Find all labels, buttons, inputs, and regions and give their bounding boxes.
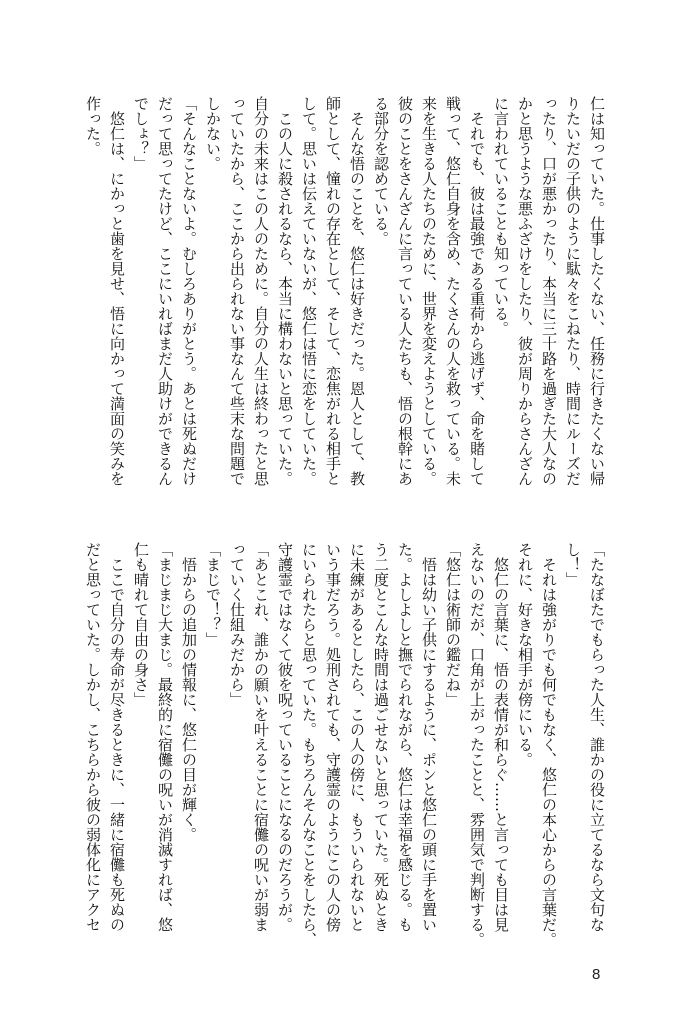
text-column: に言われていることも知っている。	[492, 96, 510, 336]
lower-text-block	[79, 542, 609, 947]
text-column: 作った。	[84, 96, 102, 156]
text-column: かと思うような悪ふざけをしたり、彼が周りからさんざん	[516, 96, 534, 486]
text-column: 仁も晴れて自由の身さ」	[132, 542, 150, 707]
text-column: 彼のことをさんざんに言っている人たちも、悟の根幹にあ	[396, 96, 414, 486]
page-number: 8	[592, 966, 601, 983]
text-column: それでも、彼は最強である重荷から逃げず、命を賭して	[468, 96, 486, 486]
text-column: 悟は幼い子供にするように、ポンと悠仁の頭に手を置い	[420, 542, 438, 932]
text-column: 悟からの追加の情報に、悠仁の目が輝く。	[180, 542, 198, 842]
upper-text-block	[79, 96, 609, 496]
text-column: 仁は知っていた。仕事したくない、任務に行きたくない帰	[588, 96, 606, 486]
text-column: えないのだが、口角が上がったことと、雰囲気で判断する。	[468, 542, 486, 947]
text-column: にいられたらと思っていた。もちろんそんなことをしたら、	[300, 542, 318, 947]
text-column: し！」	[564, 542, 582, 587]
text-column: この人に殺されるなら、本当に構わないと思っていた。	[276, 96, 294, 486]
text-column: 戦って、悠仁自身を含め、たくさんの人を救っている。未	[444, 96, 462, 486]
text-column: 守護霊ではなくて彼を呪っていることになるのだろうが。	[276, 542, 294, 932]
text-column: 「まじで！？」	[204, 542, 222, 647]
text-column: る部分を認めている。	[372, 96, 390, 246]
text-column: 師として、憧れの存在として、そして、恋焦がれる相手と	[324, 96, 342, 486]
text-column: だと思っていた。しかし、こちらから彼の弱体化にアクセ	[84, 542, 102, 932]
text-column: 来を生きる人たちのために、世界を変えようとしている。	[420, 96, 438, 486]
text-column: に未練があるとしたら、この人の傍に、もういられないと	[348, 542, 366, 932]
text-column: っていく仕組みだから」	[228, 542, 246, 707]
text-column: 「そんなことないよ。むしろありがとう。あとは死ぬだけ	[180, 96, 198, 486]
text-column: 「たなぼたでもらった人生、誰かの役に立てるなら文句な	[588, 542, 606, 932]
text-column: そんな悟のことを、悠仁は好きだった。恩人として、教	[348, 96, 366, 486]
text-column: それに、好きな相手が傍にいる。	[516, 542, 534, 767]
text-column: ったり、口が悪かったり、本当に三十路を過ぎた大人なの	[540, 96, 558, 486]
text-column: だって思ってたけど、ここにいればまだ人助けができるん	[156, 96, 174, 486]
text-column: でしょ？」	[132, 96, 150, 171]
text-column: ここで自分の寿命が尽きるときに、一緒に宿儺も死ぬの	[108, 542, 126, 932]
text-column: いう事だろう。処刑されても、守護霊のようにこの人の傍	[324, 542, 342, 932]
text-column: 「悠仁は術師の鑑だね」	[444, 542, 462, 707]
text-column: りたいだの子供のように駄々をこねたり、時間にルーズだ	[564, 96, 582, 486]
text-column: それは強がりでも何でもなく、悠仁の本心からの言葉だ。	[540, 542, 558, 947]
text-column: 自分の未来はこの人のために。自分の人生は終わったと思	[252, 96, 270, 486]
text-column: して。思いは伝えていないが、悠仁は悟に恋をしていた。	[300, 96, 318, 486]
text-column: 悠仁は、にかっと歯を見せ、悟に向かって満面の笑みを	[108, 96, 126, 486]
text-column: 「あとこれ、誰かの願いを叶えることに宿儺の呪いが弱ま	[252, 542, 270, 932]
text-column: 悠仁の言葉に、悟の表情が和らぐ……と言っても目は見	[492, 542, 510, 932]
text-column: た。よしよしと撫でられながら、悠仁は幸福を感じる。も	[396, 542, 414, 932]
text-column: 「まじまじ大まじ。最終的に宿儺の呪いが消滅すれば、悠	[156, 542, 174, 932]
text-column: しかない。	[204, 96, 222, 171]
text-column: っていたから、ここから出られない事なんて些末な問題で	[228, 96, 246, 486]
text-column: う二度とこんな時間は過ごせないと思っていた。死ぬとき	[372, 542, 390, 932]
